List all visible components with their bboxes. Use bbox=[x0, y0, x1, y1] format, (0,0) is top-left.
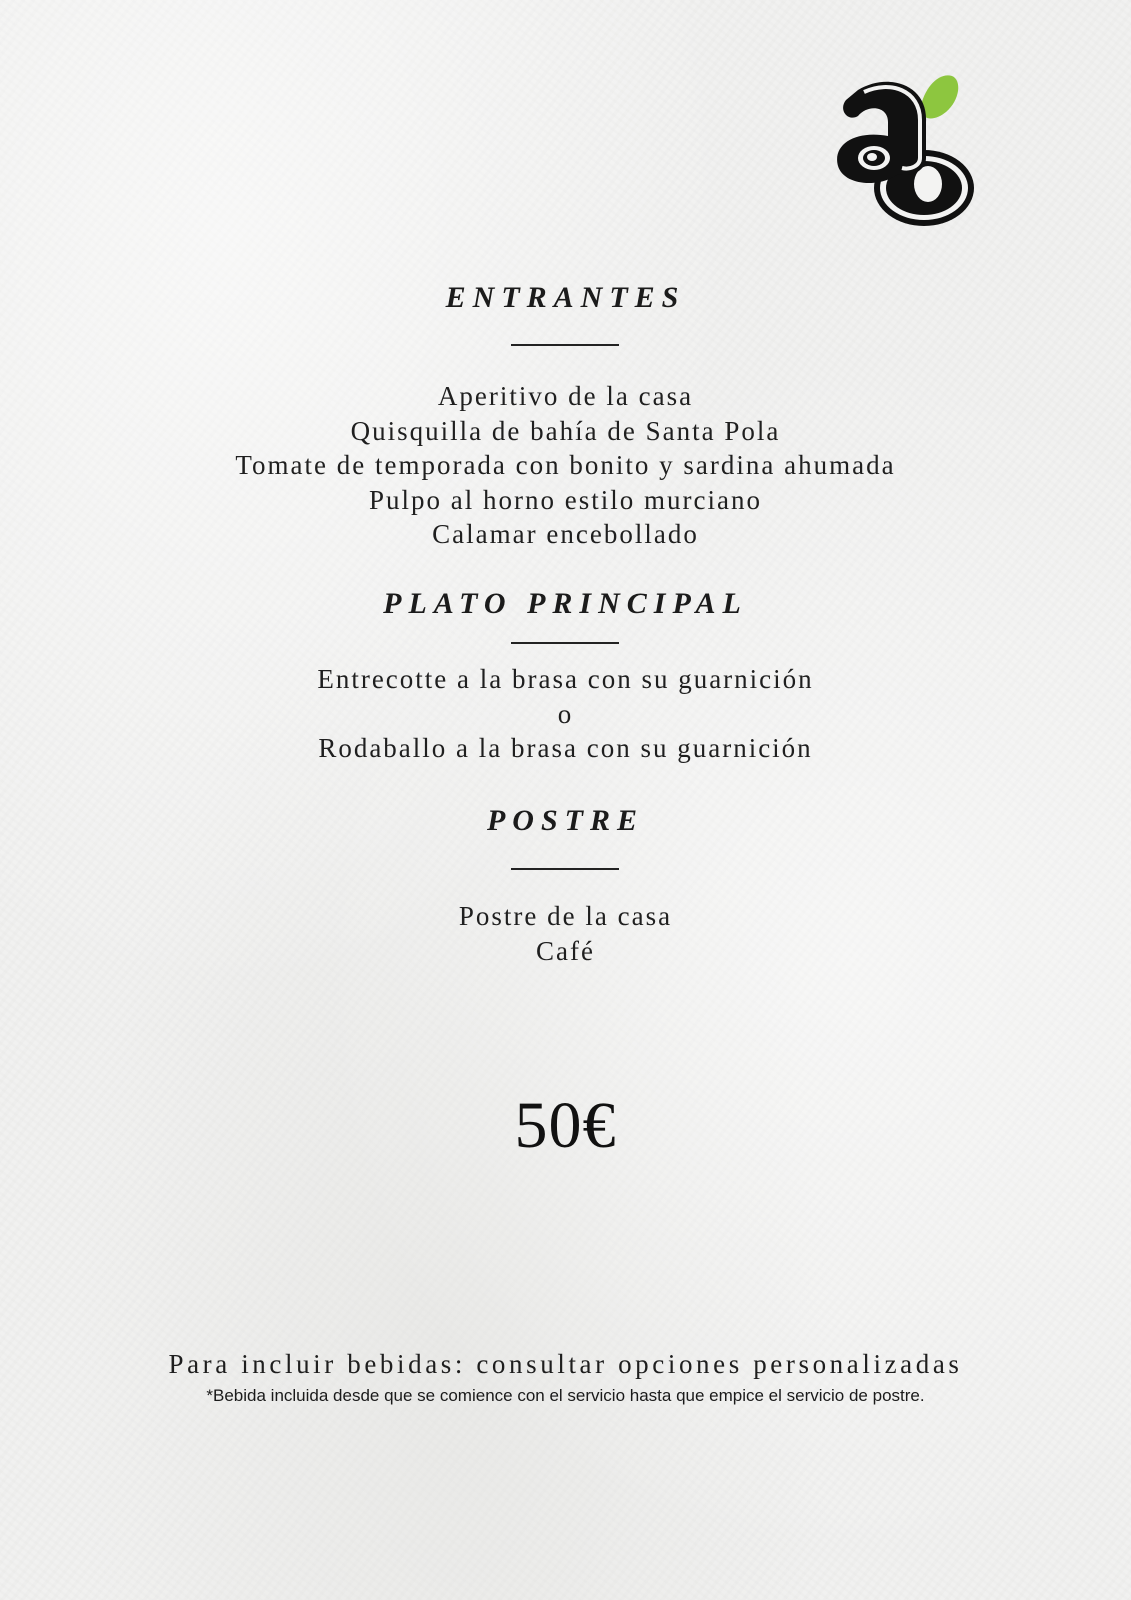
menu-item: Entrecotte a la brasa con su guarnición bbox=[317, 664, 814, 694]
menu-item: Aperitivo de la casa bbox=[437, 381, 694, 411]
menu-item: o bbox=[557, 698, 574, 729]
menu-item: Calamar encebollado bbox=[432, 519, 699, 549]
divider-postre bbox=[511, 868, 619, 870]
items-postre bbox=[0, 899, 1131, 968]
divider-plato-principal bbox=[511, 642, 619, 644]
items-entrantes bbox=[0, 379, 1131, 552]
menu-item: Postre de la casa bbox=[458, 901, 673, 931]
divider-entrantes bbox=[511, 344, 619, 346]
menu-price: 50€ bbox=[514, 1089, 617, 1162]
section-title-plato-principal: PLATO PRINCIPAL bbox=[383, 587, 748, 620]
menu-item: Tomate de temporada con bonito y sardina ahumada bbox=[235, 450, 896, 480]
menu-item: Pulpo al horno estilo murciano bbox=[369, 484, 762, 515]
drinks-footnote: *Bebida incluida desde que se comience con el servicio hasta que empice el servicio de postre. bbox=[206, 1386, 925, 1405]
items-plato-principal bbox=[0, 662, 1131, 766]
menu-item: Café bbox=[536, 935, 595, 966]
menu-item: Rodaballo a la brasa con su guarnición bbox=[318, 733, 813, 763]
section-title-entrantes: ENTRANTES bbox=[445, 281, 686, 314]
restaurant-logo-icon bbox=[828, 70, 990, 232]
menu-item: Quisquilla de bahía de Santa Pola bbox=[350, 415, 781, 446]
section-title-postre: POSTRE bbox=[486, 804, 645, 837]
drinks-note: Para incluir bebidas: consultar opciones personalizadas bbox=[168, 1349, 963, 1379]
